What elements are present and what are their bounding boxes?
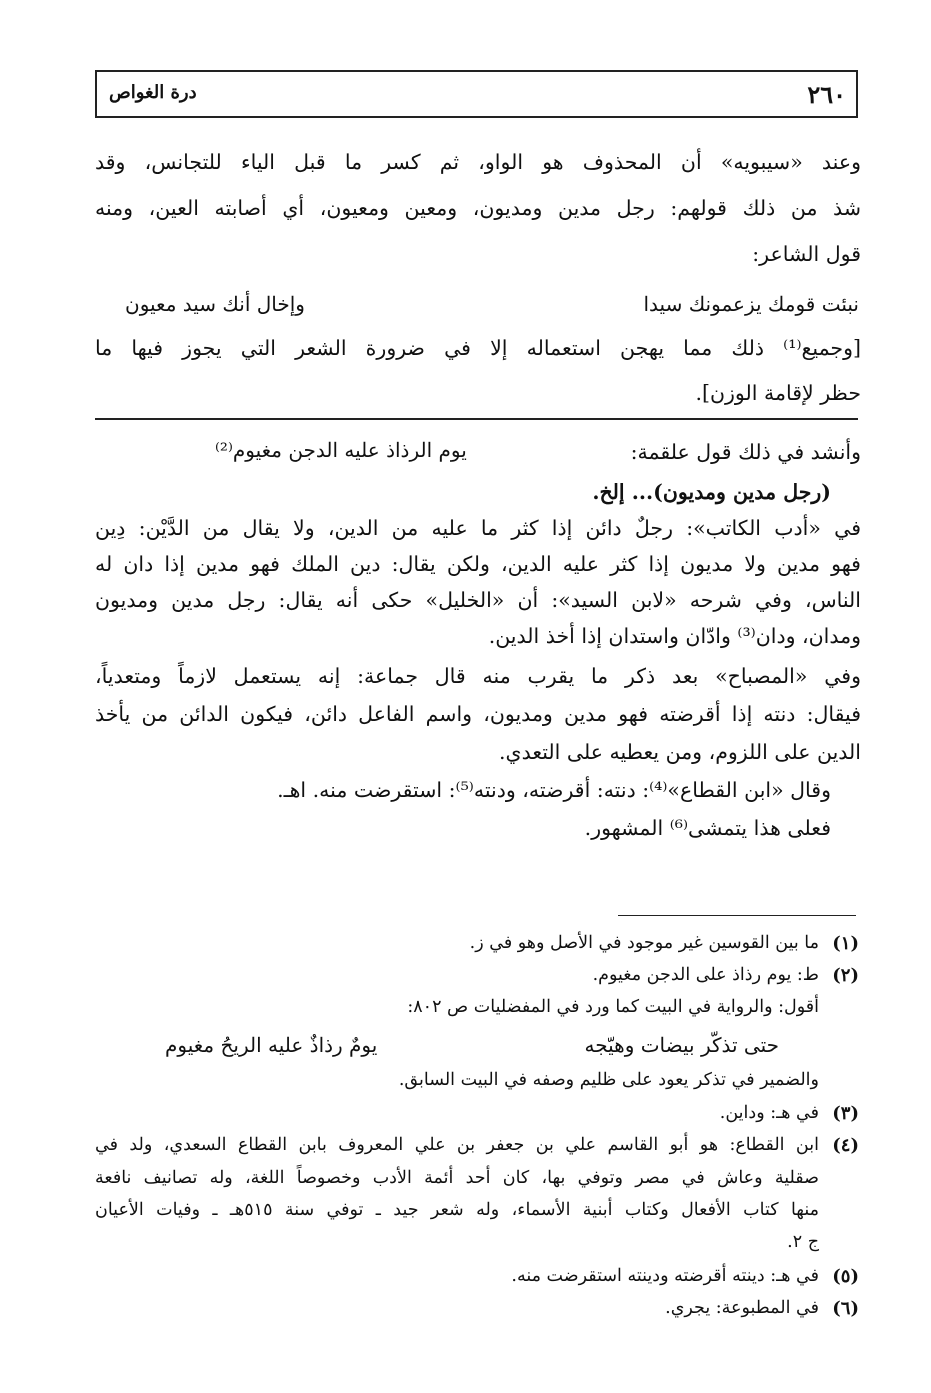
commentary-lemma: (رجل مدين ومديون)... إلخ. (592, 480, 831, 504)
footnote-verse-first: حتى تذكّر بيضات وهيّجه (584, 1033, 779, 1057)
commentary-line: الدين على اللزوم، ومن يعطيه على التعدي. (499, 740, 861, 764)
page-number: ٢٦٠ (807, 80, 846, 109)
footnote-line: صقلية وعاش في مصر وتوفي بها، كان أحد أئمة الأدب وخصوصاً اللغة، وله تصانيف نافعة (95, 1168, 819, 1188)
footnote-line: في هـ: وداين. (719, 1103, 819, 1123)
commentary-line: ومدان، ودان⁽³⁾ وادّان واستدان إذا أخذ الدين. (488, 624, 861, 648)
main-line: شذ من ذلك قولهم: رجل مدين ومديون، ومعين ومعيون، أي أصابته العين، ومنه (95, 196, 861, 220)
footnote-line: ج ٢. (787, 1232, 819, 1252)
running-title: درة الغواص (109, 82, 197, 103)
verse-first-hemistich: نبئت قومك يزعمونك سيدا (643, 292, 859, 316)
commentary-line: فيقال: دنته إذا أقرضته فهو مدين ومديون، واسم الفاعل دائن، فيكون الدائن من يأخذ (95, 702, 861, 726)
page-header (95, 70, 858, 118)
commentary-line: في «أدب الكاتب»: رجلٌ دائن إذا كثر ما عليه من الدين، ولا يقال من الدَّيْن: دِين (95, 516, 861, 540)
verse-second-hemistich: وإخال أنك سيد معيون (125, 292, 305, 316)
main-line: قول الشاعر: (752, 242, 861, 266)
footnote-line: أقول: والرواية في البيت كما ورد في المفضليات ص ٨٠٢: (407, 997, 819, 1017)
commentary-line: الناس، وفي شرحه «لابن السيد»: أن «الخليل» حكى أنه يقال: رجل مدين ومديون (95, 588, 861, 612)
commentary-line: وقال «ابن القطاع»⁽⁴⁾: دنته: أقرضته، ودنته⁽⁵⁾: استقرضت منه. اهـ. (277, 778, 831, 802)
footnote-line: ما بين القوسين غير موجود في الأصل وهو في ز. (469, 933, 819, 953)
footnote-number: (٥) (832, 1266, 859, 1287)
footnote-line: في هـ: دينته أقرضته ودينته استقرضت منه. (511, 1266, 819, 1286)
commentary-line: فعلى هذا يتمشى⁽⁶⁾ المشهور. (584, 816, 831, 840)
footnote-number: (١) (832, 933, 859, 954)
footnote-line: منها كتاب الأفعال وكتاب أبنية الأسماء، وله شعر جيد ـ توفي سنة ٥١٥هـ ـ وفيات الأعيان (95, 1200, 820, 1220)
commentary-verse: يوم الرذاذ عليه الدجن مغيوم⁽²⁾ (215, 438, 467, 462)
footnote-number: (٢) (832, 965, 859, 986)
footnote-verse-second: يومٌ رذاذٌ عليه الريحُ مغيوم (165, 1033, 378, 1057)
footnote-line: ابن القطاع: هو أبو القاسم علي بن جعفر بن علي المعروف بابن القطاع السعدي، ولد في (95, 1135, 819, 1155)
commentary-line: وأنشد في ذلك قول علقمة: (630, 440, 861, 464)
footnote-number: (٣) (832, 1103, 859, 1124)
footnote-number: (٤) (832, 1135, 859, 1156)
footnote-line: في المطبوعة: يجري. (665, 1298, 819, 1318)
footnote-line: ط: يوم رذاذ على الدجن مغيوم. (592, 965, 819, 985)
footnote-line: والضمير في تذكر يعود على ظليم وصفه في البيت السابق. (398, 1070, 819, 1090)
footnote-rule (618, 915, 856, 916)
commentary-line: وفي «المصباح» بعد ذكر ما يقرب منه قال جماعة: إنه يستعمل لازماً ومتعدياً، (95, 664, 861, 688)
main-line: [وجميع⁽¹⁾ ذلك مما يهجن استعماله إلا في ضرورة الشعر التي يجوز فيها ما (95, 336, 861, 360)
footnote-number: (٦) (832, 1298, 859, 1319)
section-separator (95, 418, 858, 420)
main-line: وعند «سيبويه» أن المحذوف هو الواو، ثم كسر ما قبل الياء للتجانس، وقد (95, 150, 861, 174)
commentary-line: فهو مدين ولا مديون إذا كثر عليه الدين، ولكن يقال: دين الملك فهو مدين إذا دان له (95, 552, 861, 576)
main-line: حظر لإقامة الوزن]. (695, 381, 861, 405)
